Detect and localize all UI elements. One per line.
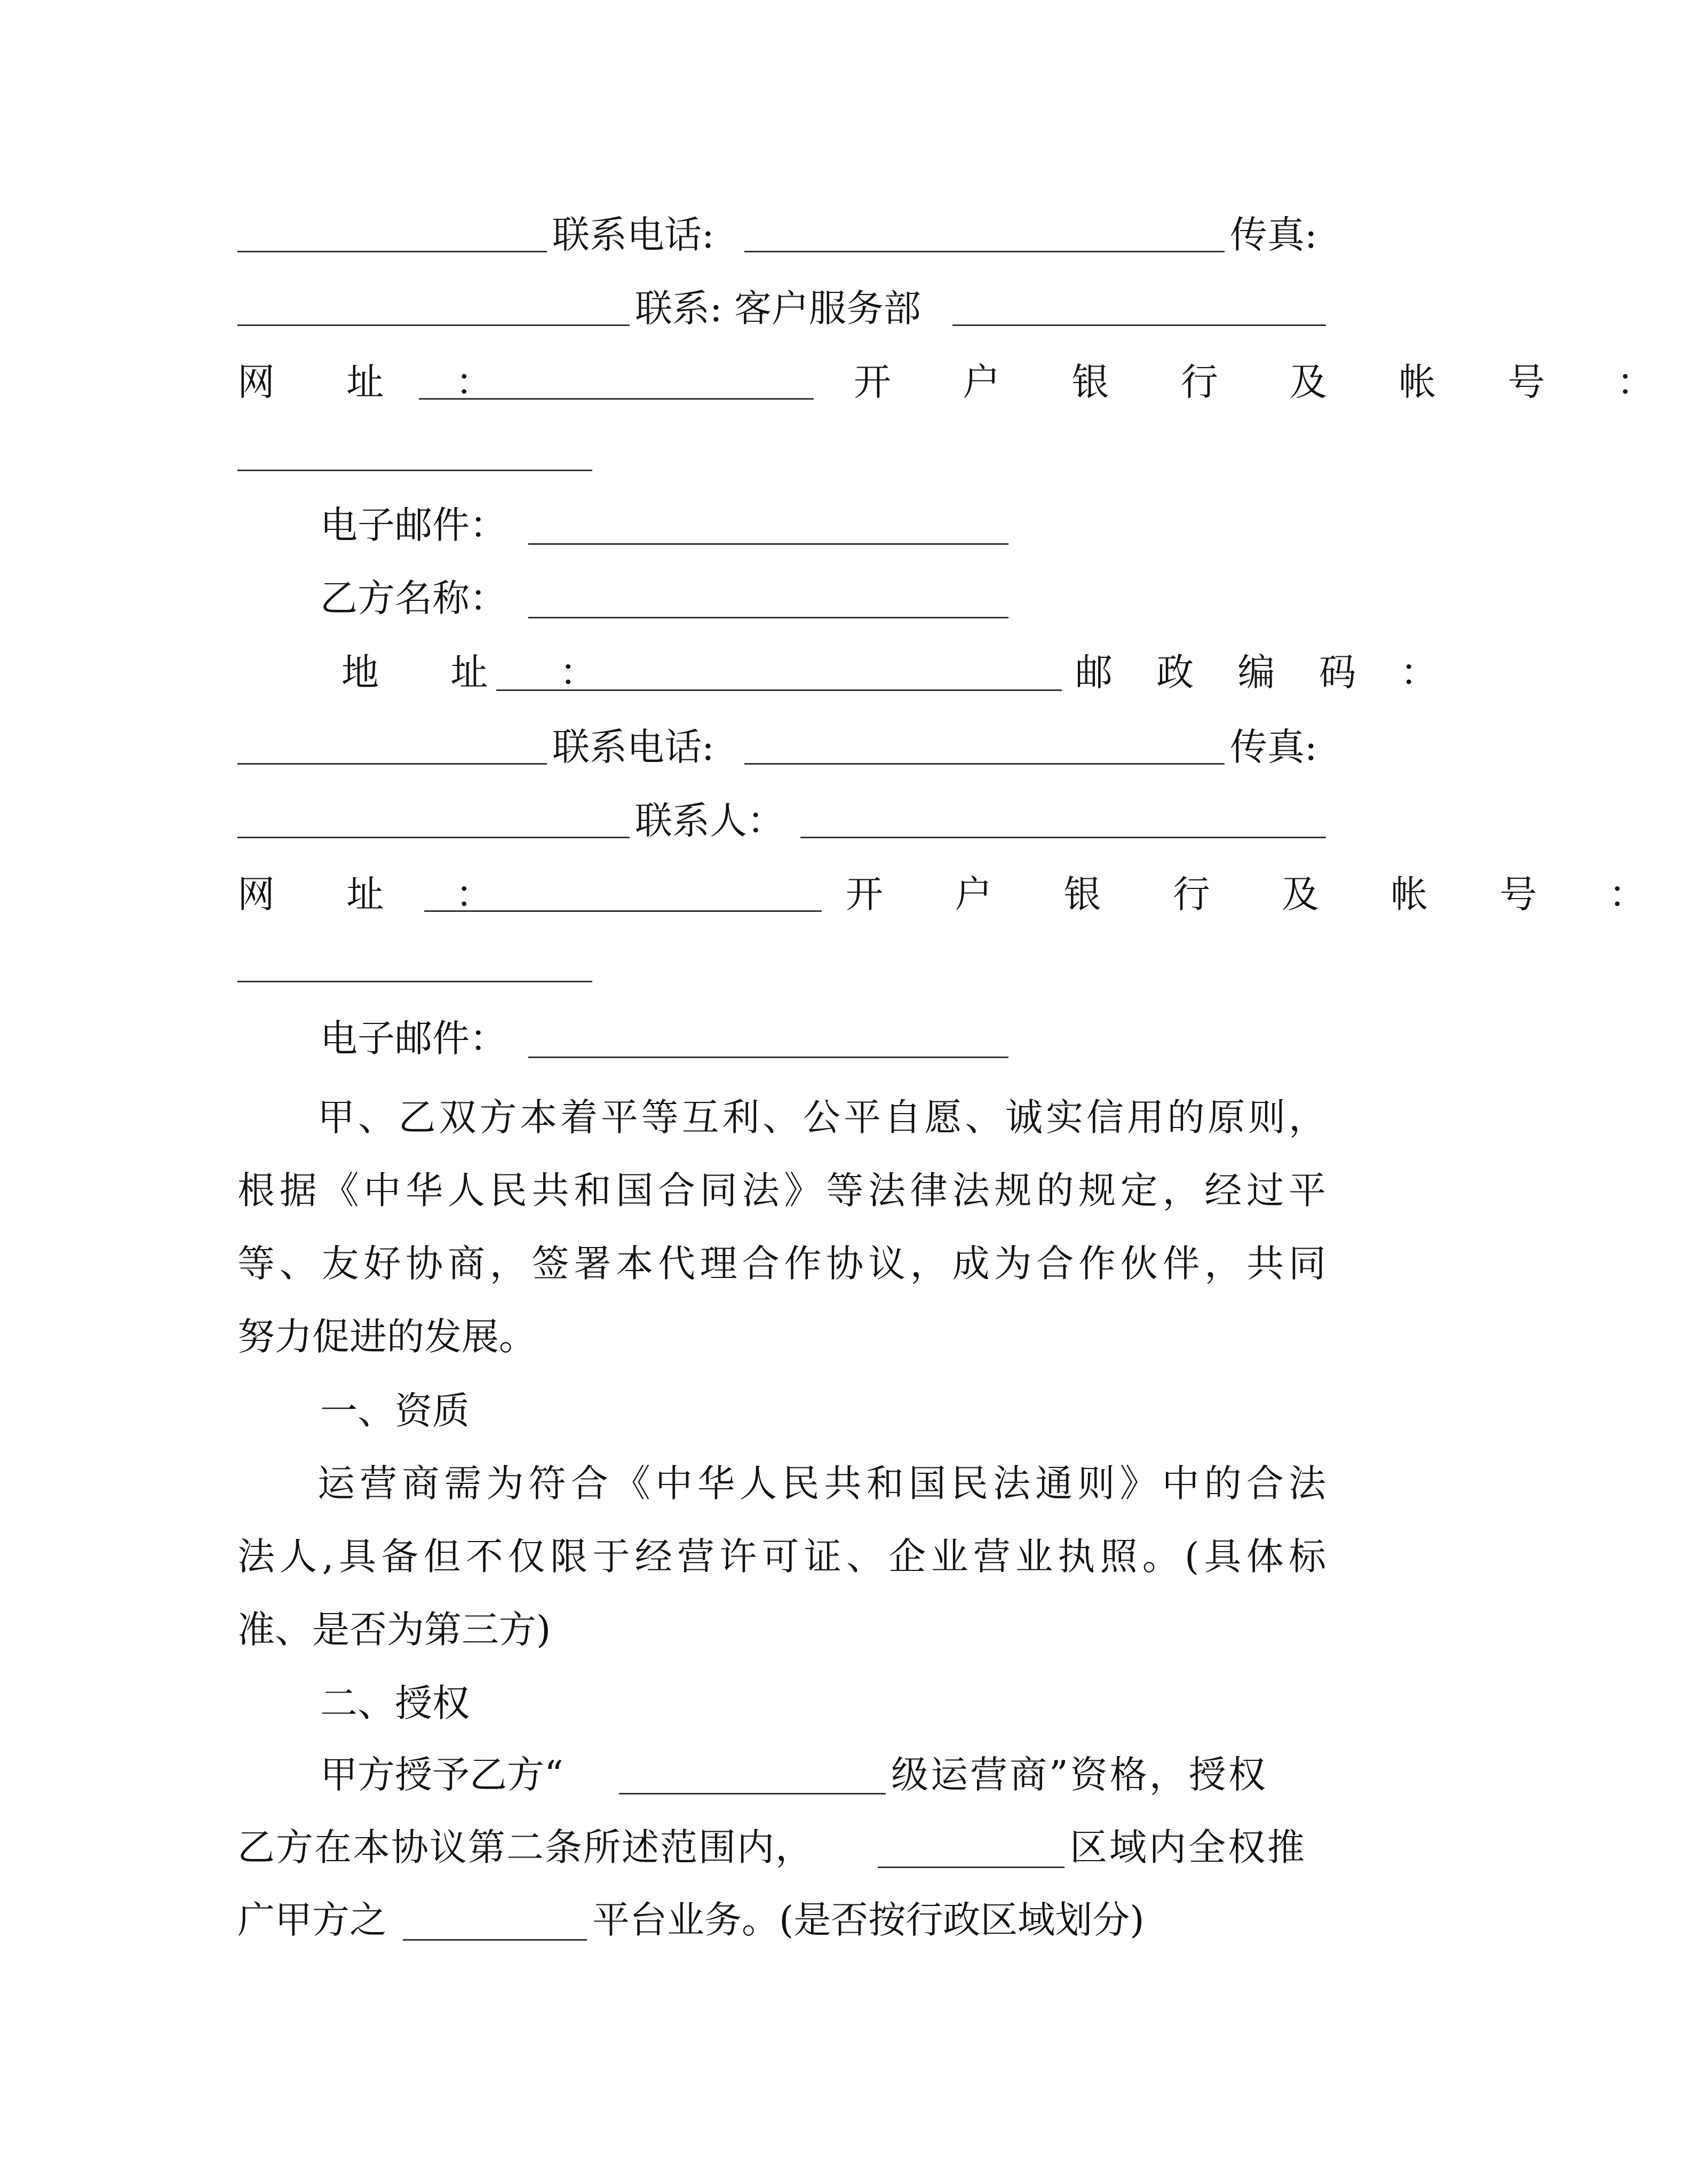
section-2-line3-start: 广甲方之 [237, 1898, 387, 1942]
postcode-blank [237, 763, 547, 765]
intro-line: 根据《中华人民共和国合同法》等法律法规的规定，经过平 [237, 1169, 1326, 1212]
section-2-line3-end: 平台业务。(是否按行政区域划分) [592, 1898, 1145, 1942]
party-b-name-label: 乙方名称： [320, 576, 507, 620]
blank-field [952, 324, 1326, 326]
url-label: 网 址 ： [237, 360, 523, 404]
operator-level-blank [619, 1793, 886, 1794]
platform-blank [403, 1939, 587, 1941]
section-1-heading: 一、资质 [320, 1389, 470, 1433]
section-2-line2-start: 乙方在本协议第二条所述范围内， [237, 1825, 814, 1869]
address-label: 地 址 ： [341, 650, 627, 694]
bank-blank [237, 470, 592, 471]
blank-field [237, 251, 547, 252]
party-b-name-blank [528, 617, 1008, 618]
party-b-phone-blank [744, 763, 1225, 765]
phone-blank [744, 251, 1225, 252]
fax-label: 传真: [1230, 213, 1317, 257]
section-1-line: 准、是否为第三方) [237, 1608, 551, 1651]
bank-label: 开 户 银 行 及 帐 号 ： [854, 360, 1684, 404]
section-1-line: 运营商需为符合《中华人民共和国民法通则》中的合法 [317, 1462, 1326, 1505]
intro-line: 等、友好协商，签署本代理合作协议，成为合作伙伴，共同 [237, 1242, 1326, 1285]
postcode-label: 邮 政 编 码 ： [1075, 650, 1454, 694]
party-b-contact-blank [800, 837, 1326, 838]
section-2-line2-end: 区域内全权推 [1070, 1825, 1307, 1869]
address-blank [496, 689, 1062, 691]
region-blank [878, 1867, 1065, 1868]
phone-label: 联系电话: [552, 213, 714, 257]
url-blank [419, 398, 814, 400]
intro-line: 努力促进的发展。 [237, 1315, 536, 1359]
email-blank [528, 543, 1008, 545]
section-1-line: 法人,具备但不仅限于经营许可证、企业营业执照。(具体标 [237, 1535, 1326, 1578]
party-b-url-label: 网 址 ： [237, 872, 523, 916]
party-b-email-label: 电子邮件： [320, 1016, 507, 1060]
section-2-line1-end: 级运营商”资格，授权 [891, 1753, 1268, 1797]
party-b-phone-label: 联系电话: [552, 725, 714, 769]
intro-line: 甲、乙双方本着平等互利、公平自愿、诚实信用的原则， [317, 1095, 1326, 1139]
party-b-fax-label: 传真: [1230, 725, 1317, 769]
party-b-contact-label: 联系人： [635, 799, 784, 843]
intro-paragraph [237, 1081, 1326, 1373]
party-b-url-blank [424, 910, 822, 912]
section-1-paragraph [237, 1447, 1326, 1666]
section-2-heading: 二、授权 [320, 1681, 470, 1725]
contact-label: 联系: 客户服务部 [635, 287, 921, 330]
party-b-fax-blank [237, 837, 630, 838]
email-label: 电子邮件： [320, 503, 507, 547]
party-b-bank-label: 开 户 银 行 及 帐 号 ： [846, 872, 1676, 916]
party-b-email-blank [528, 1057, 1008, 1058]
party-b-bank-blank [237, 981, 592, 982]
section-2-line1-start: 甲方授予乙方“ [320, 1753, 563, 1797]
fax-blank [237, 324, 630, 326]
